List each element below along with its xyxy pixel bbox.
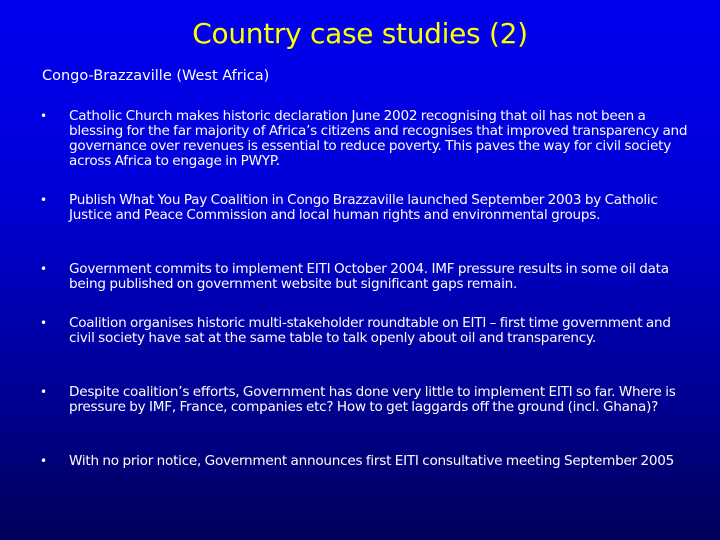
bullet-marker: •	[40, 262, 48, 276]
bullet-marker: •	[40, 316, 48, 330]
bullet-text: With no prior notice, Government announces first EITI consultative meeting September 2005	[69, 453, 675, 469]
bullet-marker: •	[40, 385, 48, 399]
bullet-text: Government commits to implement EITI October 2004. IMF pressure results in some oil data being published on government website but significant gaps remain.	[69, 261, 669, 292]
slide-title: Country case studies (2)	[192, 17, 528, 50]
bullet-marker: •	[40, 109, 48, 123]
bullet-marker: •	[40, 454, 48, 468]
bullet-text: Despite coalition’s efforts, Government has done very little to implement EITI so far. Where is pressure by IMF, France, companies etc? How to get laggards off the ground (incl. Ghana)?	[69, 384, 676, 415]
bullet-text: Catholic Church makes historic declaration June 2002 recognising that oil has not been a blessing for the far majority of Africa’s citizens and recognises that improved transparency and governance over revenues is essential to reduce poverty. This paves the way for civil society across Africa to engage in PWYP.	[69, 108, 688, 169]
bullet-text: Publish What You Pay Coalition in Congo Brazzaville launched September 2003 by Catholic Justice and Peace Commission and local human rights and environmental groups.	[69, 192, 658, 223]
bullet-text: Coalition organises historic multi-stakeholder roundtable on EITI – first time government and civil society have sat at the same table to talk openly about oil and transparency.	[69, 315, 671, 346]
bullet-marker: •	[40, 193, 48, 207]
slide-subtitle: Congo-Brazzaville (West Africa)	[42, 68, 270, 84]
